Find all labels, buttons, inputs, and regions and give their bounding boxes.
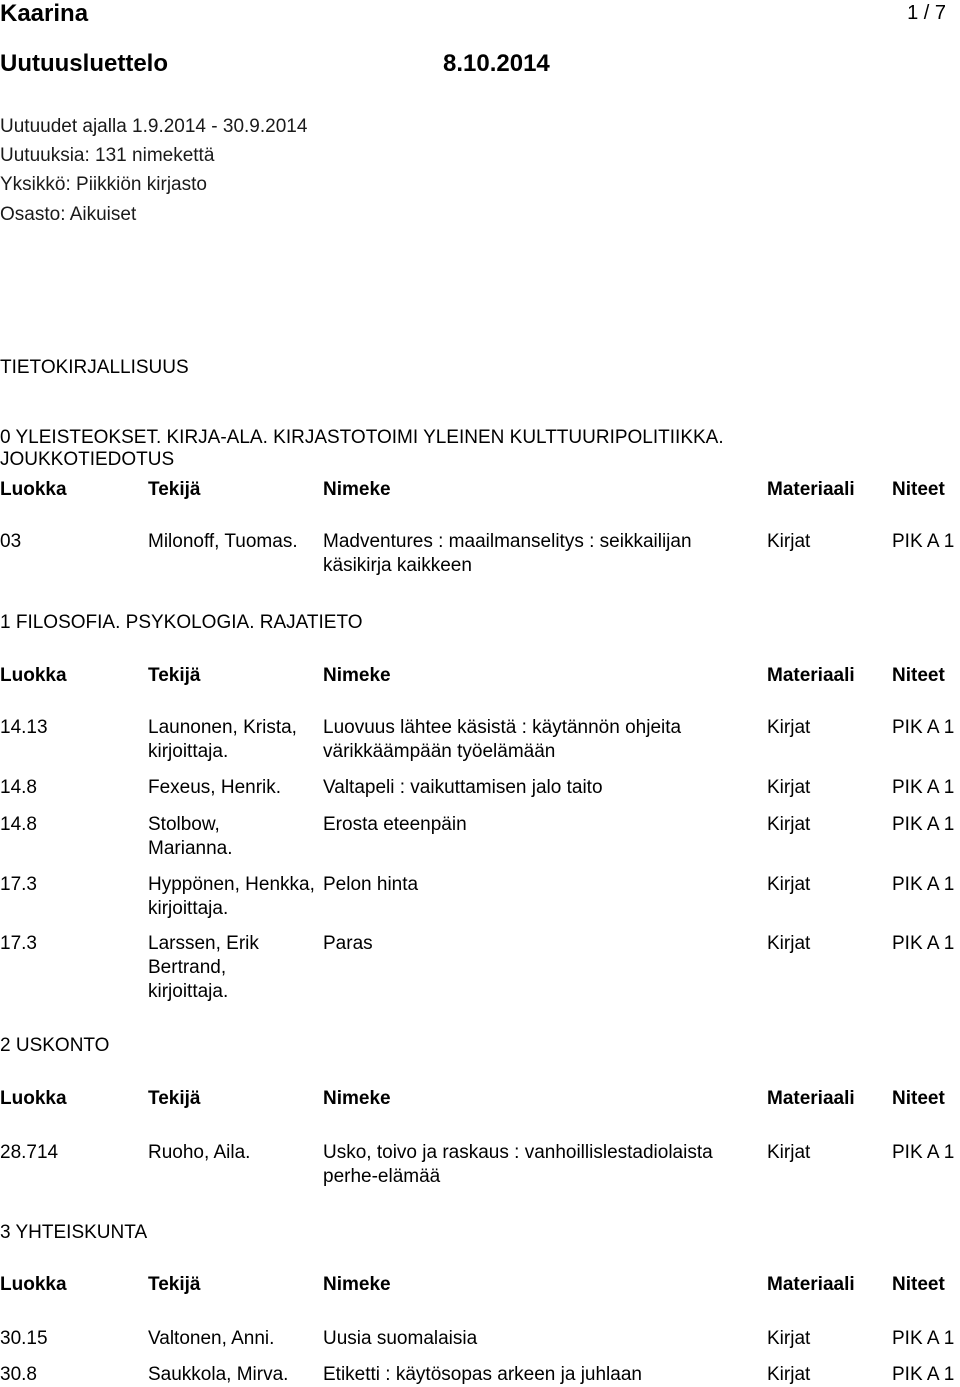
- cell-niteet: PIK A 1: [892, 874, 955, 895]
- page-indicator: 1 / 7: [907, 2, 946, 24]
- cell-niteet: PIK A 1: [892, 717, 955, 738]
- cell-luokka: 14.13: [0, 717, 48, 738]
- cell-materiaali: Kirjat: [767, 717, 811, 738]
- meta-period: Uutuudet ajalla 1.9.2014 - 30.9.2014: [0, 116, 308, 137]
- col-niteet: Niteet: [892, 1274, 945, 1295]
- col-nimeke: Nimeke: [323, 1088, 391, 1109]
- col-niteet: Niteet: [892, 1088, 945, 1109]
- cell-materiaali: Kirjat: [767, 874, 811, 895]
- col-niteet: Niteet: [892, 479, 945, 500]
- cell-niteet: PIK A 1: [892, 1142, 955, 1163]
- cell-nimeke: Uusia suomalaisia: [323, 1328, 478, 1349]
- col-tekija: Tekijä: [148, 1274, 201, 1295]
- col-materiaali: Materiaali: [767, 1274, 855, 1295]
- col-luokka: Luokka: [0, 1274, 67, 1295]
- cell-tekija: Launonen, Krista, kirjoittaja.: [148, 717, 297, 762]
- cell-tekija: Valtonen, Anni.: [148, 1328, 275, 1349]
- cell-nimeke: Usko, toivo ja raskaus : vanhoillislestadiolaista perhe-elämää: [323, 1142, 713, 1187]
- meta-department: Osasto: Aikuiset: [0, 204, 137, 225]
- cell-nimeke: Etiketti : käytösopas arkeen ja juhlaan: [323, 1364, 642, 1385]
- cell-materiaali: Kirjat: [767, 777, 811, 798]
- col-nimeke: Nimeke: [323, 479, 391, 500]
- cell-niteet: PIK A 1: [892, 1328, 955, 1349]
- col-luokka: Luokka: [0, 479, 67, 500]
- col-materiaali: Materiaali: [767, 665, 855, 686]
- col-tekija: Tekijä: [148, 1088, 201, 1109]
- section-heading: 2 USKONTO: [0, 1035, 110, 1056]
- cell-niteet: PIK A 1: [892, 531, 955, 552]
- cell-luokka: 30.15: [0, 1328, 48, 1349]
- col-materiaali: Materiaali: [767, 479, 855, 500]
- section-heading: 1 FILOSOFIA. PSYKOLOGIA. RAJATIETO: [0, 612, 363, 633]
- cell-luokka: 14.8: [0, 814, 37, 835]
- cell-luokka: 14.8: [0, 777, 37, 798]
- cell-nimeke: Valtapeli : vaikuttamisen jalo taito: [323, 777, 603, 798]
- cell-niteet: PIK A 1: [892, 777, 955, 798]
- cell-tekija: Milonoff, Tuomas.: [148, 531, 298, 552]
- cell-nimeke: Paras: [323, 933, 373, 954]
- col-niteet: Niteet: [892, 665, 945, 686]
- col-luokka: Luokka: [0, 665, 67, 686]
- cell-luokka: 03: [0, 531, 22, 552]
- col-materiaali: Materiaali: [767, 1088, 855, 1109]
- cell-luokka: 30.8: [0, 1364, 37, 1385]
- cell-luokka: 28.714: [0, 1142, 59, 1163]
- col-tekija: Tekijä: [148, 665, 201, 686]
- cell-tekija: Fexeus, Henrik.: [148, 777, 282, 798]
- cell-materiaali: Kirjat: [767, 1142, 811, 1163]
- section-heading: 0 YLEISTEOKSET. KIRJA-ALA. KIRJASTOTOIMI YLEINEN KULTTUURIPOLITIIKKA. JOUKKOTIEDOTUS: [0, 427, 724, 470]
- cell-nimeke: Madventures : maailmanselitys : seikkailijan käsikirja kaikkeen: [323, 531, 692, 576]
- cell-tekija: Hyppönen, Henkka, kirjoittaja.: [148, 874, 315, 919]
- cell-tekija: Ruoho, Aila.: [148, 1142, 251, 1163]
- cell-nimeke: Luovuus lähtee käsistä : käytännön ohjeita värikkäämpään työelämään: [323, 717, 682, 762]
- cell-tekija: Stolbow, Marianna.: [148, 814, 233, 859]
- category-heading: TIETOKIRJALLISUUS: [0, 357, 189, 378]
- report-date: 8.10.2014: [443, 50, 550, 77]
- col-nimeke: Nimeke: [323, 1274, 391, 1295]
- col-nimeke: Nimeke: [323, 665, 391, 686]
- cell-tekija: Saukkola, Mirva.: [148, 1364, 289, 1385]
- library-name: Kaarina: [0, 0, 89, 27]
- meta-count: Uutuuksia: 131 nimekettä: [0, 145, 215, 166]
- col-luokka: Luokka: [0, 1088, 67, 1109]
- cell-luokka: 17.3: [0, 933, 37, 954]
- cell-materiaali: Kirjat: [767, 1328, 811, 1349]
- cell-materiaali: Kirjat: [767, 1364, 811, 1385]
- section-heading: 3 YHTEISKUNTA: [0, 1222, 148, 1243]
- cell-luokka: 17.3: [0, 874, 37, 895]
- cell-tekija: Larssen, Erik Bertrand, kirjoittaja.: [148, 933, 259, 1002]
- cell-materiaali: Kirjat: [767, 814, 811, 835]
- cell-niteet: PIK A 1: [892, 814, 955, 835]
- cell-nimeke: Erosta eteenpäin: [323, 814, 467, 835]
- cell-materiaali: Kirjat: [767, 531, 811, 552]
- cell-niteet: PIK A 1: [892, 933, 955, 954]
- cell-nimeke: Pelon hinta: [323, 874, 419, 895]
- cell-materiaali: Kirjat: [767, 933, 811, 954]
- report-title: Uutuusluettelo: [0, 50, 168, 77]
- col-tekija: Tekijä: [148, 479, 201, 500]
- cell-niteet: PIK A 1: [892, 1364, 955, 1385]
- meta-unit: Yksikkö: Piikkiön kirjasto: [0, 174, 207, 195]
